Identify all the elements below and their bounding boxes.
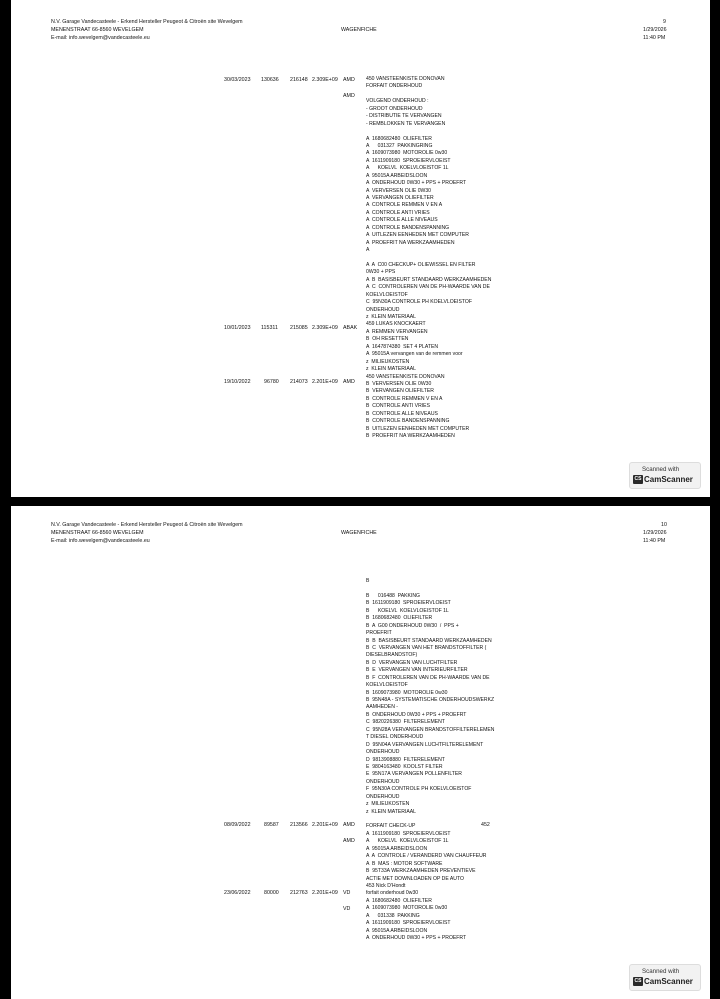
work-notes <box>366 76 491 440</box>
company-name: N.V. Garage Vandecasteele - Erkend Hersteller Peugeot & Citroën site Wevelgem <box>51 19 243 25</box>
note-line: KOELVLOEISTOF <box>366 682 408 689</box>
record-number: 80000 <box>264 890 279 896</box>
scanned-page <box>11 506 710 999</box>
note-line: PROEFRIT <box>366 630 392 637</box>
company-email: E-mail: info.wevelgem@vandecasteele.eu <box>51 35 150 41</box>
record-date: 23/06/2022 <box>224 890 251 896</box>
print-time: 11:40 PM <box>643 35 666 41</box>
note-line: z MILIEUKOSTEN <box>366 358 410 365</box>
note-line: ONDERHOUD <box>366 749 400 756</box>
record-number: 115311 <box>261 325 278 331</box>
note-line: C 9820226380 FILTERELEMENT <box>366 719 445 726</box>
note-line: z KLEIN MATERIAAL <box>366 808 417 815</box>
note-line: 459 LUKAS KNOCKAERT <box>366 321 426 328</box>
note-line: - REMBLOKKEN TE VERVANGEN <box>366 120 446 127</box>
page-number: 10 <box>661 522 667 528</box>
note-line: B 95T33A WERKZAAMHEDEN PREVENTIEVE <box>366 868 476 875</box>
note-line <box>366 255 491 262</box>
note-line: A UITLEZEN EENHEDEN MET COMPUTER <box>366 232 469 239</box>
note-line: B VERVERSEN OLIE 0W30 <box>366 380 432 387</box>
record-amount: 2.201E+09 <box>312 890 338 896</box>
note-line: B CONTROLE REMMEN V EN A <box>366 395 443 402</box>
note-line: 0W30 + PPS <box>366 269 396 276</box>
note-line: A 95015A ARBEIDSLOON <box>366 927 428 934</box>
record-date: 30/03/2023 <box>224 77 251 83</box>
note-line: B 1611909180 SPROEIERVLOEIST <box>366 600 451 607</box>
note-line: A 1680682480 OLIEFILTER <box>366 135 432 142</box>
record-km: 213566 <box>290 822 308 828</box>
note-line: AAMHEDEN - <box>366 704 398 711</box>
note-line: A KOELVL KOELVLOEISTOF 1L <box>366 838 449 845</box>
document-title: WAGENFICHE <box>341 27 377 33</box>
note-line: A 1680682480 OLIEFILTER <box>366 897 432 904</box>
note-line: KOELVLOEISTOF <box>366 291 408 298</box>
page-number: 9 <box>663 19 666 25</box>
print-date: 1/29/2026 <box>643 530 667 536</box>
note-line: B CONTROLE BANDENSPANNING <box>366 418 450 425</box>
note-line: A CONTROLE ANTI VRIES <box>366 209 430 216</box>
record-amount: 2.201E+09 <box>312 379 338 385</box>
note-line: B 1680682480 OLIEFILTER <box>366 615 433 622</box>
note-line: T DIESEL ONDERHOUD <box>366 734 424 741</box>
note-line: B 1609073980 MOTOROLIE 0w30 <box>366 689 448 696</box>
camscanner-logo-icon: CS <box>634 476 642 482</box>
note-line: ONDERHOUD <box>366 306 400 313</box>
note-line: A ONDERHOUD 0W30 + PPS + PROEFRT <box>366 935 467 941</box>
note-line: C 95N28A VERVANGEN BRANDSTOFFILTERELEMEN <box>366 726 495 733</box>
camscanner-badge <box>629 964 701 991</box>
note-line: A 1611909180 SPROEIERVLOEIST <box>366 157 451 164</box>
note-line: A 95015A ARBEIDSLOON <box>366 845 428 852</box>
note-line: A KOELVL KOELVLOEISTOF 1L <box>366 165 449 172</box>
record-km: 215085 <box>290 325 308 331</box>
note-line: B A G00 ONDERHOUD 0W30 / PPS + <box>366 622 459 629</box>
print-date: 1/29/2026 <box>643 27 667 33</box>
note-line: B D VERVANGEN VAN LUCHTFILTER <box>366 659 458 666</box>
note-line <box>366 91 491 98</box>
note-line: C 95N30A CONTROLE PH KOELVLOEISTOF <box>366 299 472 306</box>
record-amount: 2.201E+09 <box>312 822 338 828</box>
note-line: 453 Nick D'Hondt <box>366 882 406 889</box>
record-code-secondary: AMD <box>343 838 355 844</box>
print-time: 11:40 PM <box>643 538 666 544</box>
note-line: ACTIE MET DOWNLOADEN OP DE AUTO <box>366 875 464 882</box>
note-line: A A CONTROLE / VERANDERD VAN CHAUFFEUR <box>366 853 487 860</box>
note-line: A A C00 CHECKUP+ OLIEWISSEL EN FILTER <box>366 261 476 268</box>
note-line: B <box>366 578 370 584</box>
note-line: D 9813908880 FILTERELEMENT <box>366 756 445 763</box>
note-line: A B BASISBEURT STANDAARD WERKZAAMHEDEN <box>366 276 492 283</box>
record-code: AMD <box>343 379 355 385</box>
record-code-secondary: VD <box>343 906 351 912</box>
note-line: A C CONTROLEREN VAN DE PH-WAARDE VAN DE <box>366 284 490 291</box>
camscanner-brand: CamScanner <box>644 977 693 986</box>
note-line: E 9804163480 KOOLST FILTER <box>366 763 443 770</box>
note-line: B UITLEZEN EENHEDEN MET COMPUTER <box>366 425 470 432</box>
record-code-secondary: AMD <box>343 93 355 99</box>
note-line: B E VERVANGEN VAN INTERIEURFILTER <box>366 667 468 674</box>
camscanner-logo-icon: CS <box>634 978 642 984</box>
record-date: 08/09/2022 <box>224 822 251 828</box>
note-line: VOLGEND ONDERHOUD : <box>366 98 429 105</box>
note-line: B F CONTROLEREN VAN DE PH-WAARDE VAN DE <box>366 674 490 681</box>
note-line: A CONTROLE REMMEN V EN A <box>366 202 443 209</box>
watermark: autovit.ro <box>20 973 84 989</box>
note-line <box>366 585 494 592</box>
record-number: 130636 <box>261 77 279 83</box>
document-title: WAGENFICHE <box>341 530 377 536</box>
record-km: 216148 <box>290 77 308 83</box>
note-line: B C VERVANGEN VAN HET BRANDSTOFFILTER ( <box>366 644 487 651</box>
camscanner-caption: Scanned with <box>642 466 680 473</box>
note-line: A VERVANGEN OLIEFILTER <box>366 195 434 201</box>
record-date: 19/10/2022 <box>224 379 251 385</box>
record-number: 96780 <box>264 379 279 385</box>
note-line: B ONDERHOUD 0W30 + PPS + PROEFRT <box>366 711 467 718</box>
note-line: A 1611909180 SPROEIERVLOEIST <box>366 920 451 927</box>
note-line: D 95N04A VERVANGEN LUCHTFILTERELEMENT <box>366 741 484 748</box>
note-line: A 95015A vervangen van de remmen voor <box>366 351 463 358</box>
work-notes <box>366 578 494 942</box>
note-line <box>366 128 491 135</box>
note-line: 450 VANSTEENKISTE DONOVAN <box>366 76 445 82</box>
note-line: DIESELBRANDSTOF) <box>366 652 418 659</box>
note-line: forfait onderhoud 0w30 <box>366 890 419 897</box>
note-line: z KLEIN MATERIAAL <box>366 314 417 320</box>
note-line: A 1609073980 MOTOROLIE 0w30 <box>366 150 448 157</box>
record-amount: 2.309E+09 <box>312 77 338 83</box>
note-line: B 95N48A - SYSTEMATISCHE ONDERHOUDSWERKZ <box>366 697 495 703</box>
company-address: MENENSTRAAT 66-8560 WEVELGEM <box>51 27 144 33</box>
company-address: MENENSTRAAT 66-8560 WEVELGEM <box>51 530 144 536</box>
note-line: ONDERHOUD <box>366 793 400 800</box>
record-km: 212763 <box>290 890 308 896</box>
note-line: - GROOT ONDERHOUD <box>366 105 423 112</box>
note-line: B CONTROLE ANTI VRIES <box>366 403 430 410</box>
note-line: B PROEFRIT NA WERKZAAMHEDEN <box>366 433 455 439</box>
note-line: A 031327 PAKKINGRING <box>366 142 433 149</box>
note-line: A PROEFRIT NA WERKZAAMHEDEN <box>366 239 455 246</box>
note-line: E 95N17A VERVANGEN POLLENFILTER <box>366 771 462 778</box>
record-code: AMD <box>343 77 355 83</box>
camscanner-badge <box>629 462 701 489</box>
note-line: A 1647874380 SET 4 PLATEN <box>366 343 439 350</box>
note-line: A ONDERHOUD 0W30 + PPS + PROEFRT <box>366 180 467 187</box>
note-line: A 1611909180 SPROEIERVLOEIST <box>366 830 451 837</box>
note-line: 450 VANSTEENKISTE DONOVAN <box>366 373 445 380</box>
record-date: 10/01/2023 <box>224 325 251 331</box>
record-amount: 2.309E+09 <box>312 325 338 331</box>
note-line: A 1609073980 MOTOROLIE 0w30 <box>366 905 448 912</box>
camscanner-brand: CamScanner <box>644 475 693 484</box>
company-name: N.V. Garage Vandecasteele - Erkend Hersteller Peugeot & Citroën site Wevelgem <box>51 522 243 528</box>
note-line: z KLEIN MATERIAAL <box>366 366 417 373</box>
note-line: B KOELVL KOELVLOEISTOF 1L <box>366 607 449 614</box>
note-line: ONDERHOUD <box>366 778 400 785</box>
record-code: VD <box>343 890 351 896</box>
note-line: A B MAS : MOTOR SOFTWARE <box>366 860 443 867</box>
note-line: FORFAIT ONDERHOUD <box>366 83 423 90</box>
record-number: 89587 <box>264 822 279 828</box>
scanned-page <box>11 0 710 497</box>
record-code: ABAK <box>343 325 358 331</box>
note-line: A 031338 PAKKING <box>366 912 420 919</box>
note-line: A 95015A ARBEIDSLOON <box>366 172 428 179</box>
note-line: B 016488 PAKKING <box>366 592 420 599</box>
record-extra: 452 <box>481 822 490 828</box>
note-line: A CONTROLE ALLE NIVEAUS <box>366 217 438 224</box>
note-line: B CONTROLE ALLE NIVEAUS <box>366 410 438 417</box>
note-line: - DISTRIBUTIE TE VERVANGEN <box>366 113 442 120</box>
note-line: A CONTROLE BANDENSPANNING <box>366 224 450 231</box>
note-line: A <box>366 247 370 254</box>
camscanner-caption: Scanned with <box>642 968 680 975</box>
note-line: B B BASISBEURT STANDAARD WERKZAAMHEDEN <box>366 637 492 644</box>
note-line: z MILIEUKOSTEN <box>366 801 410 808</box>
note-line <box>366 816 494 823</box>
note-line: B OH RESETTEN <box>366 336 409 343</box>
note-line: F 95N30A CONTROLE PH KOELVLOEISTOF <box>366 786 472 793</box>
record-code: AMD <box>343 822 355 828</box>
note-line: A REMMEN VERVANGEN <box>366 328 428 335</box>
note-line: FORFAIT CHECK-UP <box>366 823 416 830</box>
note-line: B VERVANGEN OLIEFILTER <box>366 388 434 395</box>
company-email: E-mail: info.wevelgem@vandecasteele.eu <box>51 538 150 544</box>
note-line: A VERVERSEN OLIE 0W30 <box>366 187 432 194</box>
record-km: 214073 <box>290 379 308 385</box>
